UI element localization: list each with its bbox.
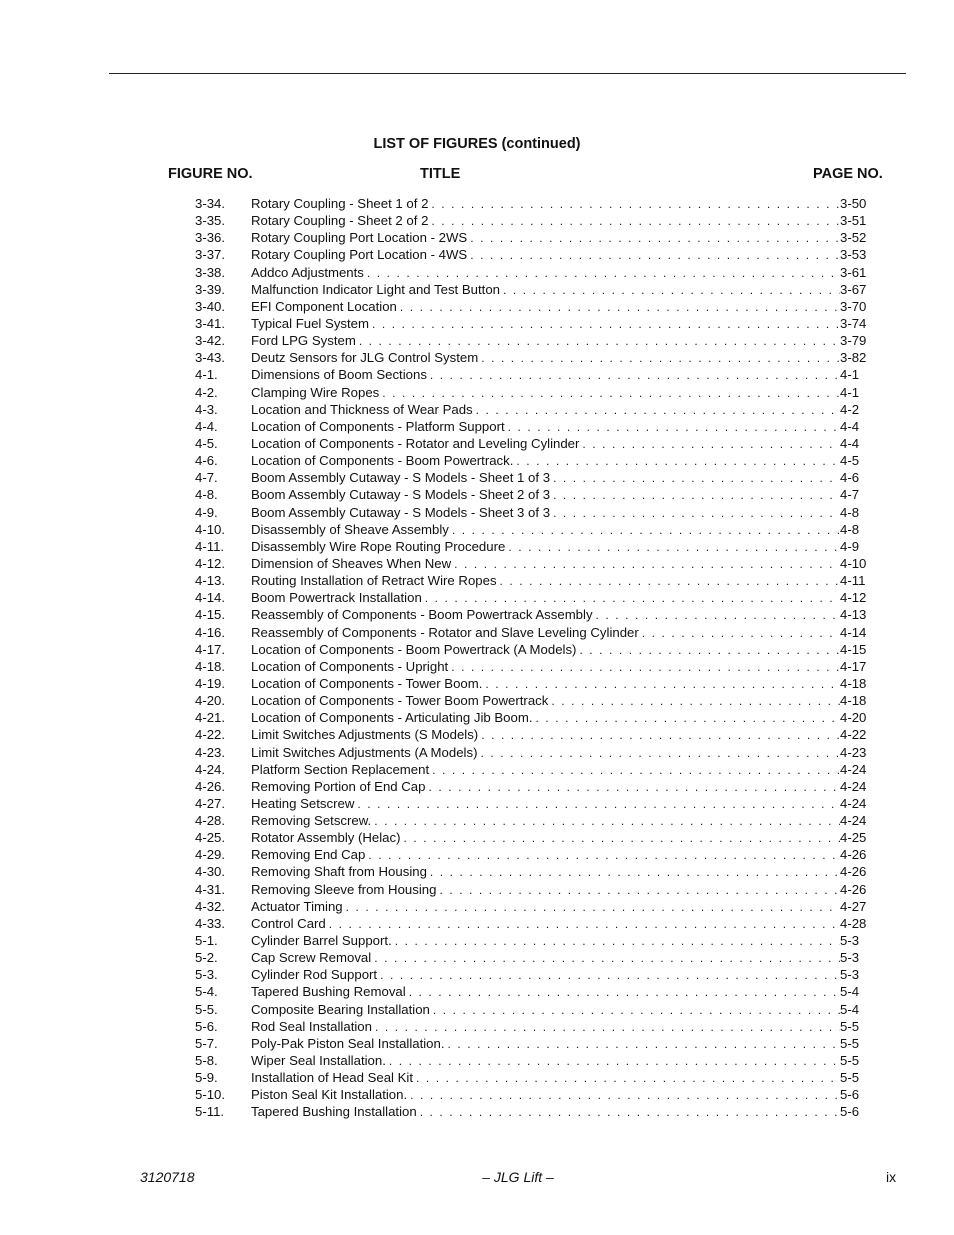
list-item[interactable]	[195, 589, 870, 606]
figure-number: 4-33.	[195, 915, 226, 931]
figure-title: Removing Sleeve from Housing	[251, 881, 437, 897]
dot-leader	[579, 642, 840, 659]
figure-title: Addco Adjustments	[251, 264, 364, 280]
figure-title: Location of Components - Tower Boom Powertrack	[251, 693, 549, 709]
dot-leader	[432, 762, 840, 779]
figure-title: Boom Assembly Cutaway - S Models - Sheet 1 of 3	[251, 470, 551, 486]
figure-title: Removing Shaft from Housing	[251, 864, 427, 880]
figure-page-number: 4-24	[840, 761, 867, 777]
figure-page-number: 5-4	[840, 984, 860, 1000]
dot-leader	[470, 247, 840, 264]
figure-title: Location of Components - Articulating Jib Boom.	[251, 710, 533, 726]
list-item[interactable]	[195, 983, 870, 1000]
dot-leader	[367, 265, 840, 282]
dot-leader	[346, 899, 840, 916]
figure-number: 5-10.	[195, 1087, 226, 1103]
figure-title: Dimension of Sheaves When New	[251, 555, 452, 571]
dot-leader	[430, 367, 840, 384]
list-item[interactable]	[195, 846, 870, 863]
list-item[interactable]	[195, 709, 870, 726]
list-item[interactable]	[195, 212, 870, 229]
figure-number: 3-41.	[195, 315, 226, 331]
dot-leader	[642, 625, 840, 642]
list-item[interactable]	[195, 538, 870, 555]
figure-page-number: 4-11	[840, 573, 866, 589]
figure-page-number: 4-1	[840, 367, 860, 383]
list-item[interactable]	[195, 504, 870, 521]
figure-title: Heating Setscrew	[251, 795, 355, 811]
list-item[interactable]	[195, 606, 870, 623]
footer-doc-number: 3120718	[140, 1169, 195, 1185]
figure-page-number: 5-3	[840, 933, 860, 949]
figure-title: Clamping Wire Ropes	[251, 384, 380, 400]
figure-title: Location of Components - Rotator and Leveling Cylinder	[251, 435, 580, 451]
figure-page-number: 4-1	[840, 384, 860, 400]
figure-number: 4-22.	[195, 727, 226, 743]
list-item[interactable]	[195, 384, 870, 401]
list-item[interactable]	[195, 195, 870, 212]
figure-page-number: 4-8	[840, 504, 860, 520]
figure-number: 5-4.	[195, 984, 218, 1000]
figure-page-number: 3-82	[840, 350, 867, 366]
dot-leader	[425, 590, 840, 607]
figure-page-number: 4-10	[840, 555, 867, 571]
dot-leader	[582, 436, 840, 453]
figure-number: 4-11.	[195, 538, 225, 554]
figure-title: Removing Setscrew.	[251, 813, 372, 829]
figure-page-number: 5-4	[840, 1001, 860, 1017]
figure-number: 5-7.	[195, 1035, 218, 1051]
dot-leader	[416, 1070, 840, 1087]
figure-title: Limit Switches Adjustments (S Models)	[251, 727, 479, 743]
figure-number: 4-13.	[195, 573, 226, 589]
dot-leader	[485, 676, 840, 693]
dot-leader	[329, 916, 840, 933]
figure-page-number: 5-3	[840, 950, 860, 966]
figure-title: Wiper Seal Installation.	[251, 1053, 386, 1069]
figure-page-number: 3-51	[840, 213, 867, 229]
figure-number: 3-42.	[195, 333, 226, 349]
figure-number: 4-5.	[195, 435, 218, 451]
dot-leader	[430, 864, 840, 881]
figure-number: 4-32.	[195, 898, 226, 914]
figure-title: Installation of Head Seal Kit	[251, 1070, 414, 1086]
dot-leader	[368, 847, 840, 864]
list-item[interactable]	[195, 452, 870, 469]
figure-title: Deutz Sensors for JLG Control System	[251, 350, 479, 366]
dot-leader	[400, 299, 840, 316]
figure-title: Location of Components - Upright	[251, 658, 449, 674]
dot-leader	[535, 710, 840, 727]
figure-title: Boom Assembly Cutaway - S Models - Sheet 3 of 3	[251, 504, 551, 520]
figure-title: Location of Components - Boom Powertrack (A Models)	[251, 641, 577, 657]
dot-leader	[375, 1019, 840, 1036]
figure-page-number: 5-3	[840, 967, 860, 983]
list-item[interactable]	[195, 812, 870, 829]
figure-page-number: 4-27	[840, 898, 867, 914]
figure-page-number: 4-4	[840, 418, 860, 434]
figure-title: Malfunction Indicator Light and Test Button	[251, 281, 501, 297]
figure-title: Boom Powertrack Installation	[251, 590, 422, 606]
dot-leader	[451, 659, 840, 676]
figure-title: Routing Installation of Retract Wire Ropes	[251, 573, 497, 589]
dot-leader	[389, 1053, 840, 1070]
figure-page-number: 5-6	[840, 1087, 860, 1103]
figure-number: 4-15.	[195, 607, 226, 623]
list-item[interactable]	[195, 863, 870, 880]
dot-leader	[382, 385, 840, 402]
figure-title: Location of Components - Platform Support	[251, 418, 505, 434]
figure-title: Rotator Assembly (Helac)	[251, 830, 401, 846]
figure-title: Disassembly Wire Rope Routing Procedure	[251, 538, 506, 554]
column-header-figure-no: FIGURE NO.	[168, 166, 253, 182]
figure-title: Rod Seal Installation	[251, 1018, 372, 1034]
figure-page-number: 4-23	[840, 744, 867, 760]
figure-number: 4-26.	[195, 778, 226, 794]
figure-page-number: 5-5	[840, 1070, 860, 1086]
list-item[interactable]	[195, 572, 870, 589]
figure-number: 4-30.	[195, 864, 226, 880]
list-item[interactable]	[195, 229, 870, 246]
figure-title: Dimensions of Boom Sections	[251, 367, 427, 383]
list-item[interactable]	[195, 624, 870, 641]
figure-number: 3-35.	[195, 213, 226, 229]
figure-page-number: 3-50	[840, 196, 867, 211]
figure-number: 5-3.	[195, 967, 218, 983]
list-item[interactable]	[195, 1035, 870, 1052]
list-item[interactable]	[195, 778, 870, 795]
list-item[interactable]	[195, 469, 870, 486]
figure-title: Location and Thickness of Wear Pads	[251, 401, 473, 417]
figure-page-number: 4-7	[840, 487, 860, 503]
figure-title: Rotary Coupling - Sheet 1 of 2	[251, 196, 429, 211]
page-title: LIST OF FIGURES (continued)	[373, 136, 581, 152]
dot-leader	[500, 573, 840, 590]
dot-leader	[409, 984, 840, 1001]
figure-page-number: 5-5	[840, 1035, 860, 1051]
figure-title: EFI Component Location	[251, 298, 397, 314]
figure-number: 4-19.	[195, 675, 226, 691]
figure-number: 4-1.	[195, 367, 218, 383]
figure-page-number: 3-70	[840, 298, 867, 314]
figure-number: 4-21.	[195, 710, 226, 726]
figure-number: 4-12.	[195, 555, 226, 571]
dot-leader	[480, 745, 840, 762]
figure-title: Reassembly of Components - Boom Powertrack Assembly	[251, 607, 593, 623]
figure-title: Reassembly of Components - Rotator and Slave Leveling Cylinder	[251, 624, 639, 640]
list-item[interactable]	[195, 692, 870, 709]
figure-page-number: 5-5	[840, 1018, 860, 1034]
figure-number: 4-6.	[195, 453, 218, 469]
dot-leader	[508, 419, 840, 436]
list-item[interactable]	[195, 264, 870, 281]
figure-title: Rotary Coupling - Sheet 2 of 2	[251, 213, 429, 229]
list-item[interactable]	[195, 1001, 870, 1018]
list-item[interactable]	[195, 521, 870, 538]
figure-page-number: 4-22	[840, 727, 867, 743]
figure-number: 4-17.	[195, 641, 226, 657]
dot-leader	[452, 522, 840, 539]
figure-title: Disassembly of Sheave Assembly	[251, 521, 449, 537]
figure-number: 4-31.	[195, 881, 226, 897]
dot-leader	[503, 282, 840, 299]
list-item[interactable]	[195, 418, 870, 435]
list-item[interactable]	[195, 881, 870, 898]
list-item[interactable]	[195, 349, 870, 366]
column-header-title: TITLE	[420, 166, 461, 182]
figure-number: 4-28.	[195, 813, 226, 829]
dot-leader	[448, 1036, 840, 1053]
figure-page-number: 5-6	[840, 1104, 860, 1120]
dot-leader	[481, 350, 840, 367]
figure-title: Tapered Bushing Installation	[251, 1104, 417, 1120]
figure-page-number: 4-18	[840, 693, 867, 709]
list-item[interactable]	[195, 1103, 870, 1120]
list-item[interactable]	[195, 898, 870, 915]
figure-page-number: 4-12	[840, 590, 867, 606]
dot-leader	[431, 213, 840, 230]
list-item[interactable]	[195, 641, 870, 658]
figure-number: 4-23.	[195, 744, 226, 760]
footer-brand: – JLG Lift –	[482, 1169, 554, 1185]
figure-number: 3-43.	[195, 350, 226, 366]
figure-number: 5-2.	[195, 950, 218, 966]
dot-leader	[374, 813, 840, 830]
figure-title: Typical Fuel System	[251, 315, 369, 331]
list-item[interactable]	[195, 281, 870, 298]
dot-leader	[420, 1104, 840, 1121]
figure-title: Removing End Cap	[251, 847, 366, 863]
figure-number: 3-38.	[195, 264, 226, 280]
figure-page-number: 4-18	[840, 675, 867, 691]
figure-title: Poly-Pak Piston Seal Installation.	[251, 1035, 445, 1051]
list-item[interactable]	[195, 658, 870, 675]
figure-page-number: 4-15	[840, 641, 867, 657]
list-item[interactable]	[195, 298, 870, 315]
figure-page-number: 4-9	[840, 538, 860, 554]
figure-title: Boom Assembly Cutaway - S Models - Sheet 2 of 3	[251, 487, 551, 503]
list-item[interactable]	[195, 1086, 870, 1103]
figure-title: Rotary Coupling Port Location - 4WS	[251, 247, 468, 263]
dot-leader	[359, 333, 840, 350]
figure-title: Composite Bearing Installation	[251, 1001, 430, 1017]
figure-title: Limit Switches Adjustments (A Models)	[251, 744, 478, 760]
figure-page-number: 4-24	[840, 795, 867, 811]
dot-leader	[553, 487, 840, 504]
figure-number: 4-2.	[195, 384, 218, 400]
figure-page-number: 4-4	[840, 435, 860, 451]
list-item[interactable]	[195, 1069, 870, 1086]
list-item[interactable]	[195, 315, 870, 332]
figure-page-number: 4-24	[840, 813, 867, 829]
figure-title: Control Card	[251, 915, 326, 931]
figure-list	[195, 195, 870, 1121]
dot-leader	[395, 933, 840, 950]
figure-number: 4-7.	[195, 470, 218, 486]
figure-page-number: 4-14	[840, 624, 867, 640]
figure-title: Platform Section Replacement	[251, 761, 430, 777]
figure-page-number: 4-26	[840, 847, 867, 863]
figure-number: 5-5.	[195, 1001, 218, 1017]
figure-number: 4-24.	[195, 761, 226, 777]
dot-leader	[596, 607, 840, 624]
figure-page-number: 3-53	[840, 247, 867, 263]
list-item[interactable]	[195, 246, 870, 263]
figure-number: 3-34.	[195, 196, 226, 211]
dot-leader	[374, 950, 840, 967]
figure-number: 4-14.	[195, 590, 226, 606]
figure-page-number: 4-26	[840, 881, 867, 897]
dot-leader	[404, 830, 840, 847]
figure-number: 4-10.	[195, 521, 226, 537]
figure-number: 4-27.	[195, 795, 226, 811]
figure-title: Cap Screw Removal	[251, 950, 372, 966]
figure-number: 4-18.	[195, 658, 226, 674]
dot-leader	[410, 1087, 840, 1104]
figure-page-number: 5-5	[840, 1053, 860, 1069]
list-item[interactable]	[195, 486, 870, 503]
list-item[interactable]	[195, 761, 870, 778]
figure-number: 4-9.	[195, 504, 218, 520]
list-item[interactable]	[195, 435, 870, 452]
figure-number: 4-25.	[195, 830, 226, 846]
figure-title: Rotary Coupling Port Location - 2WS	[251, 230, 468, 246]
list-item[interactable]	[195, 332, 870, 349]
list-item[interactable]	[195, 401, 870, 418]
column-header-page-no: PAGE NO.	[813, 166, 883, 182]
footer-page-number: ix	[886, 1169, 897, 1185]
figure-number: 4-16.	[195, 624, 226, 640]
figure-number: 4-20.	[195, 693, 226, 709]
figure-title: Piston Seal Kit Installation.	[251, 1087, 408, 1103]
header-rule	[109, 73, 906, 74]
dot-leader	[470, 230, 840, 247]
dot-leader	[372, 316, 840, 333]
dot-leader	[481, 727, 840, 744]
figure-page-number: 4-8	[840, 521, 860, 537]
figure-page-number: 4-13	[840, 607, 867, 623]
list-item[interactable]	[195, 932, 870, 949]
figure-page-number: 4-2	[840, 401, 860, 417]
list-item[interactable]	[195, 915, 870, 932]
figure-page-number: 3-67	[840, 281, 867, 297]
dot-leader	[431, 196, 840, 213]
dot-leader	[553, 505, 840, 522]
dot-leader	[516, 453, 840, 470]
figure-number: 4-8.	[195, 487, 218, 503]
figure-page-number: 3-52	[840, 230, 867, 246]
figure-page-number: 4-28	[840, 915, 867, 931]
figure-number: 3-39.	[195, 281, 226, 297]
figure-number: 5-11.	[195, 1104, 225, 1120]
dot-leader	[551, 693, 840, 710]
figure-title: Cylinder Barrel Support.	[251, 933, 392, 949]
figure-title: Ford LPG System	[251, 333, 356, 349]
figure-page-number: 3-79	[840, 333, 867, 349]
figure-title: Location of Components - Boom Powertrack.	[251, 453, 514, 469]
dot-leader	[454, 556, 840, 573]
dot-leader	[357, 796, 840, 813]
figure-page-number: 4-24	[840, 778, 867, 794]
figure-number: 4-3.	[195, 401, 218, 417]
dot-leader	[476, 402, 840, 419]
figure-number: 4-29.	[195, 847, 226, 863]
figure-title: Location of Components - Tower Boom.	[251, 675, 483, 691]
dot-leader	[439, 882, 840, 899]
figure-number: 5-9.	[195, 1070, 218, 1086]
figure-number: 5-6.	[195, 1018, 218, 1034]
figure-page-number: 4-25	[840, 830, 867, 846]
list-item[interactable]	[195, 795, 870, 812]
figure-title: Removing Portion of End Cap	[251, 778, 426, 794]
figure-title: Actuator Timing	[251, 898, 343, 914]
figure-number: 3-36.	[195, 230, 226, 246]
figure-number: 5-1.	[195, 933, 218, 949]
figure-title: Tapered Bushing Removal	[251, 984, 406, 1000]
list-item[interactable]	[195, 744, 870, 761]
list-item[interactable]	[195, 949, 870, 966]
dot-leader	[553, 470, 840, 487]
dot-leader	[380, 967, 840, 984]
list-item[interactable]	[195, 366, 870, 383]
figure-page-number: 4-20	[840, 710, 867, 726]
list-item[interactable]	[195, 1052, 870, 1069]
figure-number: 5-8.	[195, 1053, 218, 1069]
dot-leader	[433, 1002, 840, 1019]
dot-leader	[508, 539, 840, 556]
figure-number: 4-4.	[195, 418, 218, 434]
figure-page-number: 3-61	[840, 264, 867, 280]
figure-title: Cylinder Rod Support	[251, 967, 378, 983]
figure-page-number: 3-74	[840, 315, 867, 331]
figure-page-number: 4-26	[840, 864, 867, 880]
list-item[interactable]	[195, 966, 870, 983]
list-item[interactable]	[195, 1018, 870, 1035]
dot-leader	[428, 779, 840, 796]
list-item[interactable]	[195, 555, 870, 572]
list-item[interactable]	[195, 829, 870, 846]
figure-page-number: 4-6	[840, 470, 860, 486]
figure-page-number: 4-17	[840, 658, 867, 674]
figure-page-number: 4-5	[840, 453, 860, 469]
figure-number: 3-37.	[195, 247, 226, 263]
list-item[interactable]	[195, 726, 870, 743]
figure-number: 3-40.	[195, 298, 226, 314]
list-item[interactable]	[195, 675, 870, 692]
